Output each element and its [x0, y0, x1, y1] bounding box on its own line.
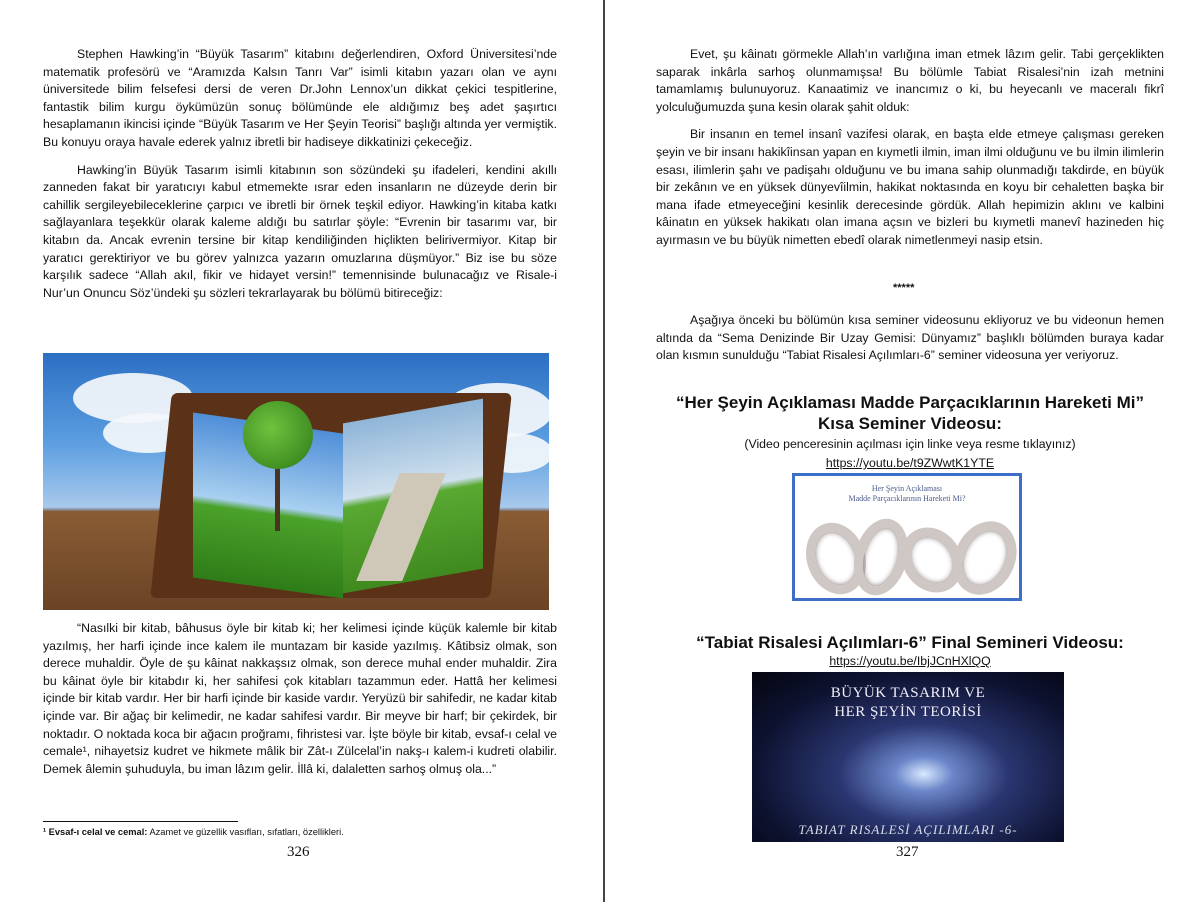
footnote-term: ¹ Evsaf-ı celal ve cemal: [43, 827, 148, 837]
footnote [43, 826, 563, 839]
page-divider [603, 0, 605, 902]
section-separator: ***** [893, 282, 915, 294]
page-number-right: 327 [896, 844, 919, 860]
footnote-text: Azamet ve güzellik vasıfları, sıfatları, özellikleri. [147, 827, 344, 837]
video1-thumb-line1: Her Şeyin Açıklaması [871, 484, 943, 493]
video2-thumbnail[interactable] [752, 672, 1064, 842]
ring-shape-4 [942, 511, 1022, 601]
left-paragraph-2: Hawking’in Büyük Tasarım isimli kitabının son sözündeki şu ifadeleri, kendini akıllı zanneden fakat bir yaratıcıyı kabul etmemekte ısrar eden insanların ne düzeyde derin bir cahillik sergileyebileceklerine çarpıcı ve ibretli bir örnek teşkil ediyor. Hawking’in kitaba katkı sağlayanlara teşekkür olarak kaleme aldığı bu satırlar şöyle: “Evrenin bir tasarımı var, bir kitabın da. Ancak evrenin tersine bir kitap kendiliğinden hiçlikten belirivermiyor. Kitap bir yaratıcı gerektiriyor ve bu görev yalnızca yazarın omuzlarına düşmüyor.” Biz ise bu söze karşılık sadece “Allah akıl, fikir ve hidayet versin!” temennisinde bulunacağız ve Risale-i Nur’un Onuncu Söz’ündeki şu sözleri tekrarlayarak bu bölümü bitireceğiz: [43, 162, 557, 300]
video-intro: Aşağıya önceki bu bölümün kısa seminer videosunu ekliyoruz ve bu videonun hemen altında da “Sema Denizinde Bir Uzay Gemisi: Dünyamız” başlıklı bölümden buraya kadar olan kısmın sunulduğu “Tabiat Risalesi Açılımları-6” seminer videosuna yer veriyoruz. [656, 313, 1164, 363]
video1-thumb-line2: Madde Parçacıklarının Hareketi Mi? [848, 494, 966, 503]
page-number-left: 326 [287, 844, 310, 860]
video2-title: “Tabiat Risalesi Açılımları-6” Final Semineri Videosu: [696, 633, 1124, 652]
video-intro-text [656, 312, 1164, 365]
video1-title-line1: “Her Şeyin Açıklaması Madde Parçacıklarının Hareketi Mi” [675, 393, 1145, 412]
left-intro-text [43, 46, 557, 302]
right-paragraph-1: Evet, şu kâinatı görmekle Allah’ın varlığına iman etmek lâzım gelir. Tabi gerçeklikten saparak inkârla sarhoş olunmamışsa! Bu bölümle Tabiat Risalesi’nin izah metnini tamamlamış bulunuyoruz. Kanaatimiz ve inancımız o ki, bu heyecanlı ve maceralı fikrî yolculuğumuzda şuna kesin olarak şahit olduk: [656, 47, 1164, 114]
quote-block [43, 620, 557, 778]
video2-thumb-line2: HER ŞEYİN TEORİSİ [834, 704, 982, 720]
video1-thumb-text [795, 484, 1019, 504]
video2-link[interactable]: https://youtu.be/IbjJCnHXlQQ [829, 654, 991, 668]
left-paragraph-1: Stephen Hawking’in “Büyük Tasarım” kitabını değerlendiren, Oxford Üniversitesi’nde matematik profesörü ve “Aramızda Kalsın Tanrı Var” isimli kitabın yazarı olan ve aynı üniversitede bilim felsefesi dersi de veren Dr.John Lennox’un dikkat çekici tespitlerine, fantastik bilim kurgu öykümüzün sonuç bölümünde ele aldığımız beş adet şaşırtıcı hesaplamanın ikincisi içinde “Büyük Tasarım ve Her Şeyin Teorisi” başlığı altında yer vermiştik. Bu konuyu oraya havale ederek yalnız ibretli bir hadiseye dikkatinizi çekeceğiz. [43, 47, 557, 149]
open-book-illustration [43, 353, 549, 610]
video2-thumb-line1: BÜYÜK TASARIM VE [830, 685, 986, 701]
right-paragraph-2: Bir insanın en temel insanî vazifesi olarak, en başta elde etmeye çalışması gereken şeyin ve bir insanı hakikîinsan yapan en kıymetli ilmin, iman ilmi olduğunu ve bu ilmin ilimlerin esası, ilimlerin şahı ve padişahı olduğunu ve bu imana sahip olunmadığı takdirde, en büyük bir zekânın ve en yüksek dünyevîilmin, hakikat noktasında en koyu bir cehaletten başka bir mana ifade etmeyeceğini kesinlik derecesinde gördük. Allah hepimizin aklını ve kalbini kâinatın en yüksek hakikatı olan imana açsın ve bizleri bu kıymetli manevî hazineden hiç ayırmasın ve bu büyük nimetten ebedî olarak nimetlenmeyi nasip etsin. [656, 127, 1164, 247]
video1-link[interactable]: https://youtu.be/t9ZWwtK1YTE [825, 456, 995, 470]
risale-quote: “Nasılki bir kitab, bâhusus öyle bir kitab ki; her kelimesi içinde küçük kalemle bir kitab yazılmış, her harfi içinde ince kalem ile muntazam bir kaside yazılmış. Kâtibsiz olmak, son derece muhaldir. Öyle de şu kâinat nakkaşsız olmak, son derece muhal ender muhaldir. Zira bu kâinat öyle bir kitabdır ki, her sahifesi çok kitabları tazammun eder. Hattâ her kelimesi içinde bir kitab vardır. Her bir harfi içinde bir kaside vardır. Yeryüzü bir sahifedir, ne kadar kitab içinde var. Bir ağaç bir kelimedir, ne kadar sahifesi vardır. Bir meyve bir harf; bir çekirdek, bir noktadır. O noktada koca bir ağacın proğramı, fihristesi var. İşte böyle bir kitab, evsaf-ı celal ve cemale¹, nihayetsiz kudret ve hikmete mâlik bir Zât-ı Zülcelal’in nakş-ı kalem-i kudreti olabilir. Demek âlemin şuhuduyla, bu iman lâzım gelir. İllâ ki, dalaletten sarhoş olmuş ola...” [43, 621, 557, 776]
video2-thumb-bottom: TABIAT RISALESİ AÇILIMLARI -6- [798, 822, 1018, 837]
video2-link-wrap [656, 652, 1164, 670]
video-instruction: (Video penceresinin açılması için linke veya resme tıklayınız) [744, 437, 1076, 451]
video2-thumb-title [752, 684, 1064, 722]
right-intro-text [656, 46, 1164, 250]
video1-thumbnail[interactable] [792, 473, 1022, 601]
video1-title-line2: Kısa Seminer Videosu: [818, 414, 1002, 433]
footnote-rule [43, 821, 238, 822]
video1-title [656, 392, 1164, 434]
video1-link-wrap [656, 454, 1164, 472]
